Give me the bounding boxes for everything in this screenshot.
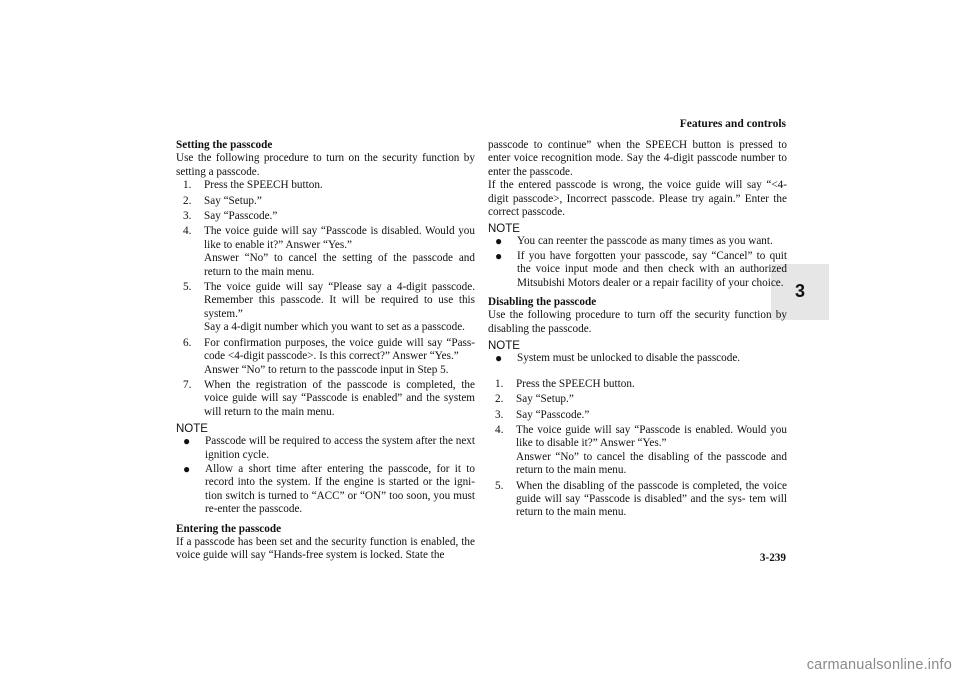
list-item: 7. When the registration of the passcode is completed, the voice guide will say “Passcode is enabled” and the system will return to the main menu. xyxy=(183,378,475,418)
entering-text: If a passcode has been set and the security function is enabled, the voice guide will say “Hands-free system is locked. State the xyxy=(176,535,475,562)
entering-continued: passcode to continue” when the SPEECH button is pressed to enter voice recognition mode. Say the 4-digit passcode number to enter the passcode. xyxy=(488,139,787,178)
list-item: 4. The voice guide will say “Passcode is disabled. Would you like to enable it?” Answer “Yes.” Answer “No” to cancel the setting of the passcode and return to the main menu. xyxy=(183,225,475,278)
section-heading-disabling: Disabling the passcode xyxy=(488,296,597,309)
chapter-number: 3 xyxy=(794,281,805,302)
list-item: ● Passcode will be required to access the system after the next ignition cycle. xyxy=(183,434,475,461)
section-heading-entering: Entering the passcode xyxy=(176,522,282,535)
bullet-icon: ● xyxy=(495,234,503,249)
page-header-title: Features and controls xyxy=(679,118,786,130)
disabling-intro: Use the following procedure to turn off the security function by disabling the passcode. xyxy=(488,309,787,335)
list-item: 1. Press the SPEECH button. xyxy=(495,377,635,390)
section-heading-setting: Setting the passcode xyxy=(176,139,273,151)
right-column xyxy=(488,139,787,522)
list-item: 5. When the disabling of the passcode is completed, the voice guide will say “Passcode is disabled” and the sys- tem will return to the main menu. xyxy=(495,479,787,519)
note-list xyxy=(176,435,475,516)
list-item: 4. The voice guide will say “Passcode is enabled. Would you like to disable it?” Answer “Yes.” Answer “No” to cancel the disabling of the passcode and return to the main menu. xyxy=(495,423,787,477)
setting-intro: Use the following procedure to turn on the security function by setting a passcode. xyxy=(176,152,475,178)
page-number: 3-239 xyxy=(759,552,786,564)
disabling-steps xyxy=(488,378,787,520)
note-list xyxy=(488,235,787,290)
bullet-icon: ● xyxy=(183,461,191,476)
list-item: 6. For confirmation purposes, the voice guide will say “Pass- code <4-digit passcode>. Is this correct?” Answer “Yes.” Answer “No” to return to the passcode input in Step 5. xyxy=(183,336,475,376)
setting-steps xyxy=(176,179,475,419)
list-item: ● If you have forgotten your passcode, say “Cancel” to quit the voice input mode and then check with an authorized Mitsubishi Motors dealer or a repair facility of your choice. xyxy=(495,248,787,289)
list-item: ● Allow a short time after entering the passcode, for it to record into the system. If the engine is started or the igni- tion switch is turned to “ACC” or “ON” too soon, you must re-enter the passcode. xyxy=(183,461,475,516)
note-label: NOTE xyxy=(488,340,520,353)
bullet-icon: ● xyxy=(495,351,503,366)
watermark: carmanualsonline.info xyxy=(806,656,952,673)
list-item: 2. Say “Setup.” xyxy=(495,393,574,406)
list-item: 1. Press the SPEECH button. xyxy=(183,179,323,192)
bullet-icon: ● xyxy=(183,434,191,449)
list-item: 5. The voice guide will say “Please say a 4-digit passcode. Remember this passcode. It will be required to use this system.” Say a 4-digit number which you want to set as a passcode. xyxy=(183,281,475,334)
list-item: 3. Say “Passcode.” xyxy=(183,210,278,223)
entering-wrong-passcode: If the entered passcode is wrong, the voice guide will say “<4- digit passcode>, Incorrect passcode. Please try again.” Enter the correct passcode. xyxy=(488,179,787,219)
list-item: ● You can reenter the passcode as many times as you want. xyxy=(495,234,773,249)
list-item: ● System must be unlocked to disable the passcode. xyxy=(495,351,741,366)
note-label: NOTE xyxy=(488,223,520,236)
list-item: 2. Say “Setup.” xyxy=(183,194,262,207)
note-label: NOTE xyxy=(176,423,208,436)
bullet-icon: ● xyxy=(495,248,503,263)
left-column xyxy=(176,139,475,563)
list-item: 3. Say “Passcode.” xyxy=(495,408,590,421)
note-list xyxy=(488,352,787,365)
